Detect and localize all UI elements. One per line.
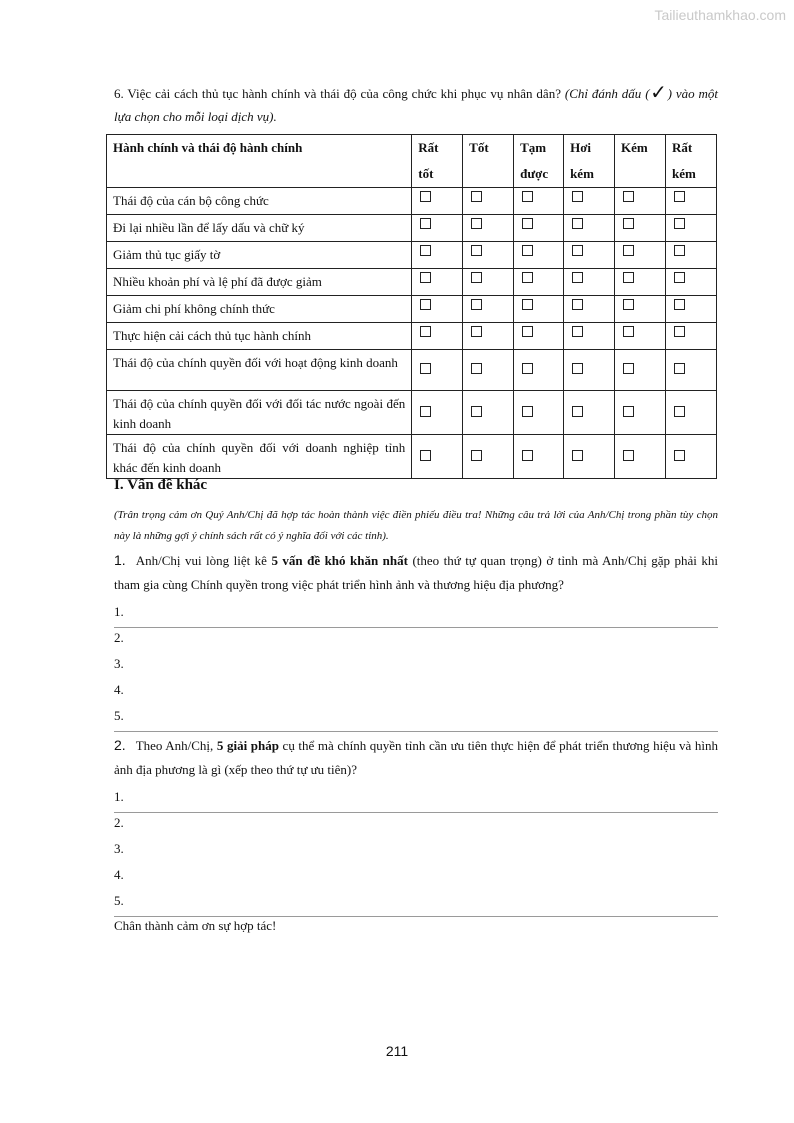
rating-cell	[412, 296, 463, 323]
rating-cell	[615, 188, 666, 215]
question-2-post: cụ thể mà chính quyền tỉnh cần ưu tiên thực hiện để phát triển thương hiệu và hình ảnh địa phương là gì (xếp theo thứ tự ưu tiên)?	[114, 738, 718, 777]
rating-cell	[665, 296, 716, 323]
rating-checkbox[interactable]	[623, 245, 634, 256]
rating-checkbox[interactable]	[471, 326, 482, 337]
table-row	[107, 435, 717, 479]
rating-checkbox[interactable]	[471, 299, 482, 310]
question-2-bold: 5 giải pháp	[216, 738, 279, 753]
rating-cell	[665, 323, 716, 350]
table-row	[107, 215, 717, 242]
rating-cell	[615, 350, 666, 391]
rating-cell	[412, 323, 463, 350]
rating-checkbox[interactable]	[572, 245, 583, 256]
rating-cell	[463, 269, 514, 296]
rating-checkbox[interactable]	[522, 191, 533, 202]
rating-cell	[564, 323, 615, 350]
rating-cell	[463, 323, 514, 350]
rating-checkbox[interactable]	[623, 326, 634, 337]
rating-checkbox[interactable]	[420, 299, 431, 310]
rating-cell	[514, 296, 564, 323]
rating-checkbox[interactable]	[471, 406, 482, 417]
rating-cell	[564, 350, 615, 391]
rating-checkbox[interactable]	[674, 326, 685, 337]
rating-cell	[412, 242, 463, 269]
rating-cell	[514, 242, 564, 269]
rating-checkbox[interactable]	[572, 326, 583, 337]
row-label: Thực hiện cải cách thủ tục hành chính	[107, 323, 412, 350]
rating-table	[106, 134, 717, 479]
question-6	[114, 82, 718, 128]
rating-cell	[463, 350, 514, 391]
rating-cell	[564, 391, 615, 435]
watermark: Tailieuthamkhao.com	[654, 7, 786, 23]
rating-cell	[665, 391, 716, 435]
rating-checkbox[interactable]	[572, 363, 583, 374]
answer-line[interactable]: 1.	[114, 786, 718, 813]
rating-checkbox[interactable]	[522, 363, 533, 374]
rating-cell	[665, 188, 716, 215]
rating-checkbox[interactable]	[623, 450, 634, 461]
page-number: 211	[385, 1043, 409, 1059]
rating-cell	[514, 391, 564, 435]
question-1-pre: Anh/Chị vui lòng liệt kê	[135, 553, 272, 568]
rating-cell	[564, 215, 615, 242]
rating-checkbox[interactable]	[522, 406, 533, 417]
rating-cell	[615, 269, 666, 296]
rating-checkbox[interactable]	[674, 191, 685, 202]
rating-cell	[615, 296, 666, 323]
question-2-number: 2.	[114, 737, 126, 753]
closing-text: Chân thành cảm ơn sự hợp tác!	[114, 918, 277, 933]
answer-line[interactable]: 1.	[114, 601, 718, 628]
question-6-text: 6. Việc cải cách thủ tục hành chính và thái độ của công chức khi phục vụ nhân dân?	[114, 86, 561, 101]
rating-checkbox[interactable]	[420, 363, 431, 374]
rating-checkbox[interactable]	[623, 191, 634, 202]
rating-checkbox[interactable]	[623, 406, 634, 417]
row-label: Nhiều khoản phí và lệ phí đã được giảm	[107, 269, 412, 296]
rating-checkbox[interactable]	[471, 272, 482, 283]
row-label: Thái độ của chính quyền đối với đối tác nước ngoài đến kinh doanh	[107, 391, 412, 435]
rating-checkbox[interactable]	[572, 272, 583, 283]
answer-line[interactable]: 3.	[114, 656, 124, 671]
rating-cell	[514, 350, 564, 391]
question-6-note-before: (Chỉ đánh dấu (	[564, 86, 650, 101]
answer-line[interactable]: 4.	[114, 682, 124, 697]
rating-checkbox[interactable]	[420, 326, 431, 337]
rating-checkbox[interactable]	[572, 406, 583, 417]
rating-checkbox[interactable]	[420, 406, 431, 417]
row-label: Giảm chi phí không chính thức	[107, 296, 412, 323]
answer-line[interactable]: 3.	[114, 841, 124, 856]
column-header-rating: Rất kém	[665, 135, 716, 188]
rating-cell	[412, 391, 463, 435]
rating-cell	[615, 391, 666, 435]
row-label: Thái độ của chính quyền đối với doanh nghiệp tỉnh khác đến kinh doanh	[107, 435, 412, 479]
rating-checkbox[interactable]	[522, 299, 533, 310]
rating-checkbox[interactable]	[623, 363, 634, 374]
row-label: Thái độ của cán bộ công chức	[107, 188, 412, 215]
rating-checkbox[interactable]	[420, 191, 431, 202]
rating-checkbox[interactable]	[420, 272, 431, 283]
rating-checkbox[interactable]	[572, 299, 583, 310]
table-header-row	[107, 135, 717, 188]
table-row	[107, 242, 717, 269]
answer-line[interactable]: 2.	[114, 630, 124, 645]
answer-line[interactable]: 2.	[114, 815, 124, 830]
section-title: I. Vấn đề khác	[114, 477, 208, 493]
answer-line[interactable]: 5.	[114, 705, 718, 732]
rating-checkbox[interactable]	[471, 191, 482, 202]
rating-checkbox[interactable]	[572, 191, 583, 202]
rating-cell	[412, 435, 463, 479]
rating-checkbox[interactable]	[471, 363, 482, 374]
rating-cell	[412, 350, 463, 391]
answer-line[interactable]: 4.	[114, 867, 124, 882]
rating-cell	[463, 188, 514, 215]
rating-cell	[665, 435, 716, 479]
rating-checkbox[interactable]	[471, 450, 482, 461]
question-1-bold: 5 vấn đề khó khăn nhất	[271, 553, 408, 568]
rating-checkbox[interactable]	[471, 245, 482, 256]
column-header-rating: Kém	[615, 135, 666, 188]
table-row	[107, 323, 717, 350]
rating-checkbox[interactable]	[674, 363, 685, 374]
rating-checkbox[interactable]	[674, 272, 685, 283]
rating-checkbox[interactable]	[522, 245, 533, 256]
table-row	[107, 391, 717, 435]
rating-checkbox[interactable]	[522, 272, 533, 283]
table-row	[107, 188, 717, 215]
rating-checkbox[interactable]	[420, 450, 431, 461]
rating-cell	[514, 435, 564, 479]
rating-cell	[615, 215, 666, 242]
rating-cell	[463, 242, 514, 269]
rating-cell	[514, 215, 564, 242]
table-row	[107, 296, 717, 323]
row-label: Đi lại nhiều lần để lấy dấu và chữ ký	[107, 215, 412, 242]
column-header-rating: Hơi kém	[564, 135, 615, 188]
rating-cell	[514, 188, 564, 215]
rating-cell	[463, 391, 514, 435]
question-6-note-after: ) vào một lựa chọn cho mỗi loại dịch vụ).	[114, 86, 718, 124]
rating-cell	[564, 435, 615, 479]
rating-cell	[463, 296, 514, 323]
rating-cell	[564, 242, 615, 269]
rating-checkbox[interactable]	[623, 218, 634, 229]
rating-cell	[665, 215, 716, 242]
rating-cell	[564, 188, 615, 215]
table-row	[107, 269, 717, 296]
rating-cell	[412, 269, 463, 296]
rating-checkbox[interactable]	[420, 245, 431, 256]
rating-cell	[463, 435, 514, 479]
check-mark-icon: ✓	[649, 82, 668, 104]
rating-checkbox[interactable]	[522, 450, 533, 461]
column-header-criteria: Hành chính và thái độ hành chính	[107, 135, 412, 188]
question-1	[114, 548, 718, 597]
column-header-rating: Tạm được	[514, 135, 564, 188]
rating-checkbox[interactable]	[522, 218, 533, 229]
rating-checkbox[interactable]	[420, 218, 431, 229]
rating-checkbox[interactable]	[674, 218, 685, 229]
rating-cell	[564, 269, 615, 296]
rating-checkbox[interactable]	[623, 272, 634, 283]
section-intro: (Trân trọng cảm ơn Quý Anh/Chị đã hợp tác hoàn thành việc điền phiếu điều tra! Những câu trả lời của Anh/Chị trong phần tùy chọn này là những gợi ý chính sách rất có ý nghĩa đối với các tỉnh).	[114, 509, 718, 542]
answer-line[interactable]: 5.	[114, 890, 718, 917]
rating-cell	[665, 269, 716, 296]
rating-checkbox[interactable]	[522, 326, 533, 337]
rating-cell	[412, 188, 463, 215]
table-row	[107, 350, 717, 391]
row-label: Giảm thủ tục giấy tờ	[107, 242, 412, 269]
rating-checkbox[interactable]	[674, 299, 685, 310]
rating-cell	[463, 215, 514, 242]
rating-checkbox[interactable]	[471, 218, 482, 229]
rating-cell	[615, 242, 666, 269]
rating-checkbox[interactable]	[674, 245, 685, 256]
rating-checkbox[interactable]	[623, 299, 634, 310]
rating-cell	[514, 323, 564, 350]
rating-cell	[514, 269, 564, 296]
rating-checkbox[interactable]	[674, 406, 685, 417]
rating-cell	[564, 296, 615, 323]
column-header-rating: Rất tốt	[412, 135, 463, 188]
rating-cell	[665, 242, 716, 269]
question-2	[114, 733, 718, 782]
rating-cell	[615, 435, 666, 479]
column-header-rating: Tốt	[463, 135, 514, 188]
rating-cell	[412, 215, 463, 242]
rating-checkbox[interactable]	[572, 450, 583, 461]
rating-cell	[615, 323, 666, 350]
rating-cell	[665, 350, 716, 391]
question-2-pre: Theo Anh/Chị,	[135, 738, 217, 753]
rating-checkbox[interactable]	[572, 218, 583, 229]
rating-checkbox[interactable]	[674, 450, 685, 461]
question-1-post: (theo thứ tự quan trọng) ở tỉnh mà Anh/Chị gặp phải khi tham gia cùng Chính quyền trong việc phát triển hình ảnh và thương hiệu địa phương?	[114, 553, 718, 592]
row-label: Thái độ của chính quyền đối với hoạt động kinh doanh	[107, 350, 412, 391]
question-1-number: 1.	[114, 552, 126, 568]
